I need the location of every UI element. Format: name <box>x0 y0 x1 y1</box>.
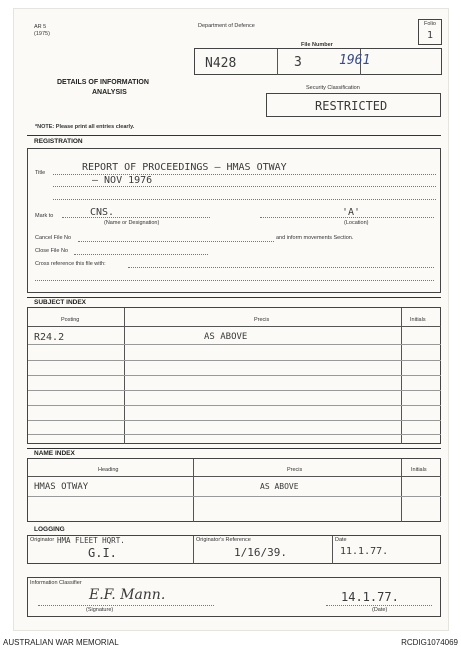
originator-value-line1: HMA FLEET HQRT. <box>57 536 125 545</box>
classifier-signature: E.F. Mann. <box>89 587 166 603</box>
location-value: 'A' <box>342 207 361 218</box>
logging-date-label: Date <box>335 537 347 543</box>
logging-box <box>27 535 441 564</box>
cross-reference-label: Cross reference this file with: <box>35 261 106 267</box>
file-number-part1: N428 <box>205 56 237 71</box>
subject-posting-value: R24.2 <box>34 332 65 343</box>
name-col-heading: Heading <box>98 467 119 473</box>
name-col-initials: Initials <box>411 467 427 473</box>
name-col-precis: Precis <box>287 467 303 473</box>
file-number-part3: 1961 <box>339 53 371 68</box>
footer-collection: AUSTRALIAN WAR MEMORIAL <box>3 638 119 647</box>
subject-index-heading: SUBJECT INDEX <box>34 299 87 306</box>
classifier-label: Information Classifier <box>30 580 82 586</box>
originator-ref-value: 1/16/39. <box>234 546 287 559</box>
file-number-label: File Number <box>301 42 333 48</box>
form-title-line2: ANALYSIS <box>92 89 127 96</box>
originator-value-line2: G.I. <box>88 546 117 560</box>
title-value-line2: — NOV 1976 <box>92 175 153 186</box>
close-file-label: Close File No <box>35 248 69 254</box>
name-caption: (Name or Designation) <box>104 220 160 226</box>
registration-heading: REGISTRATION <box>34 138 83 145</box>
name-index-table <box>27 458 441 522</box>
security-label: Security Classification <box>306 85 360 91</box>
title-label: Title <box>35 170 46 176</box>
footer-record-id: RCDIG1074069 <box>401 638 458 647</box>
form-year: (1975) <box>34 31 50 37</box>
signature-caption: (Signature) <box>86 607 114 613</box>
file-number-part2: 3 <box>294 55 302 70</box>
cancel-file-suffix: and inform movements Section. <box>276 235 354 241</box>
subject-index-table <box>27 307 441 444</box>
security-value: RESTRICTED <box>315 99 388 113</box>
registration-box <box>27 148 441 293</box>
subject-col-posting: Posting <box>61 317 80 323</box>
form-code: AR 5 <box>34 24 47 30</box>
folio-box <box>418 19 442 45</box>
subject-precis-value: AS ABOVE <box>204 332 248 342</box>
folio-value: 1 <box>427 30 434 41</box>
form-title-line1: DETAILS OF INFORMATION <box>57 79 149 86</box>
mark-to-label: Mark to <box>35 213 54 219</box>
security-box <box>266 93 441 117</box>
name-precis-value: AS ABOVE <box>260 482 299 491</box>
subject-col-precis: Precis <box>254 317 270 323</box>
name-heading-value: HMAS OTWAY <box>34 482 89 492</box>
file-number-box <box>194 48 442 75</box>
mark-to-value: CNS. <box>90 207 115 218</box>
department-label: Department of Defence <box>198 23 255 29</box>
date-caption: (Date) <box>372 607 388 613</box>
logging-heading: LOGGING <box>34 526 65 533</box>
print-note: *NOTE: Please print all entries clearly. <box>35 124 135 130</box>
location-caption: (Location) <box>344 220 369 226</box>
originator-label: Originator <box>30 537 55 543</box>
cancel-file-label: Cancel File No <box>35 235 72 241</box>
title-value-line1: REPORT OF PROCEEDINGS — HMAS OTWAY <box>82 162 287 173</box>
logging-date-value: 11.1.77. <box>340 546 389 557</box>
classifier-date-value: 14.1.77. <box>341 590 399 604</box>
subject-col-initials: Initials <box>410 317 426 323</box>
classifier-box <box>27 577 441 617</box>
name-index-heading: NAME INDEX <box>34 450 75 457</box>
originator-ref-label: Originator's Reference <box>196 537 251 543</box>
folio-label: Folio <box>424 21 436 27</box>
